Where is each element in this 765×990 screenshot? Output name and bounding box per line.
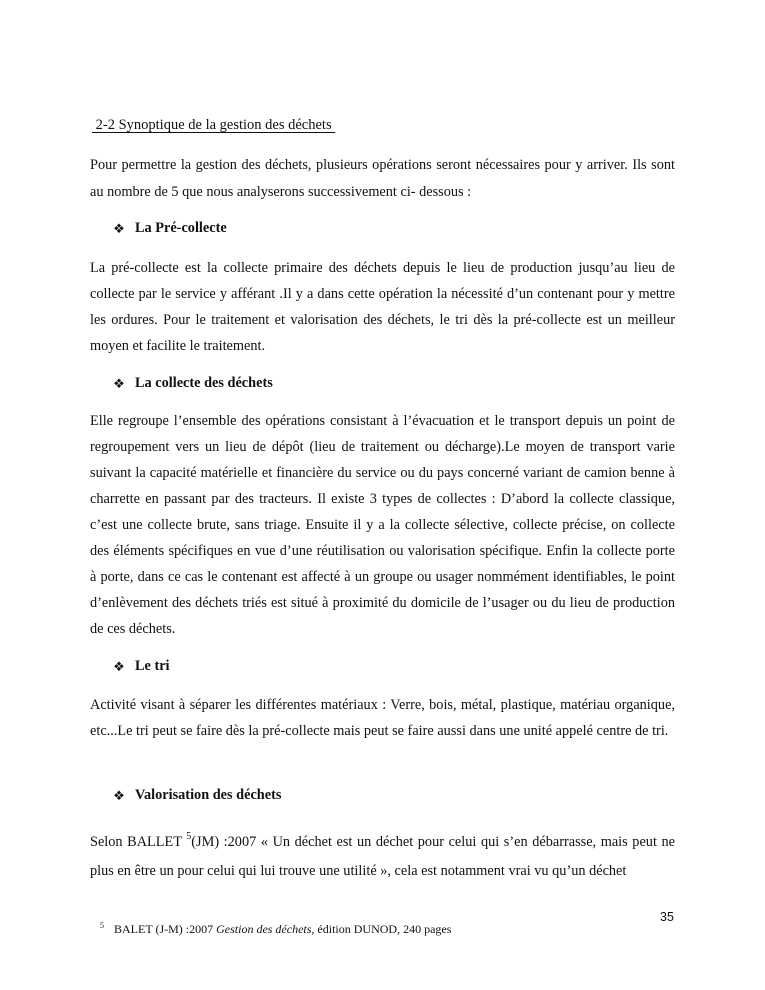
heading-tri-label: Le tri	[135, 658, 170, 674]
page-number: 35	[660, 910, 674, 924]
intro-line-1: Pour permettre la gestion des déchets, plusieurs opérations seront nécessaires pour y arriver. Ils	[90, 157, 647, 173]
four-diamond-icon: ❖	[113, 375, 125, 391]
footnote-text-start: BALET (J-M) :2007	[114, 922, 217, 936]
paragraph-collecte: Elle regroupe l’ensemble des opérations consistant à l’évacuation et le transport depuis un point de regroupement vers un lieu de dépôt (lieu de traitement ou décharge).Le moyen de transport varie suivant la capacité matérielle et financière du service ou du pays concerné variant de camion benne à charrette en passant par des tracteurs. Il existe 3 types de collectes : D’abord la collecte classique, c’est une collecte brute, sans triage. Ensuite il y a la collecte sélective, collecte précise, on collecte des éléments spécifiques en vue d’une réutilisation ou valorisation spécifique. Enfin la collecte porte à porte, dans ce cas le contenant est affecté à un groupe ou usager nommément identifiables, le point d’enlèvement des déchets triés est situé à proximité du domicile de l’usager ou du lieu de production de ces déchets.	[90, 413, 675, 637]
valorisation-text-start: Selon BALLET	[90, 834, 187, 850]
intro-line-2: sont au nombre de 5 que nous analyserons successivement ci- dessous :	[90, 157, 675, 200]
heading-collecte	[112, 375, 273, 392]
heading-tri	[112, 658, 170, 675]
footnote-reference[interactable]: 5	[186, 831, 192, 842]
footnote	[100, 921, 451, 937]
footnote-book-title: Gestion des déchets	[216, 922, 312, 936]
intro-paragraph	[90, 152, 675, 206]
heading-valorisation	[112, 787, 281, 804]
heading-collecte-label: La collecte des déchets	[135, 375, 273, 391]
heading-valorisation-label: Valorisation des déchets	[135, 787, 282, 803]
footnote-mark: 5	[100, 921, 104, 930]
paragraph-tri: Activité visant à séparer les différentes matériaux : Verre, bois, métal, plastique, matériau organique, etc...Le tri peut se faire dès la pré-collecte mais peut se faire aussi dans une unité appelé centre de tri.	[90, 697, 675, 739]
heading-pre-collecte	[112, 220, 227, 237]
valorisation-text-rest: (JM) :2007 « Un déchet est un déchet pour celui qui s’en débarrasse, mais peut ne plus en être un pour celui qui lui trouve une utilité », cela est notamment vrai vu qu’un déchet	[90, 834, 675, 879]
four-diamond-icon: ❖	[113, 787, 125, 803]
section-title: 2-2 Synoptique de la gestion des déchets	[92, 117, 336, 133]
footnote-text-end: , édition DUNOD, 240 pages	[311, 922, 452, 936]
four-diamond-icon: ❖	[113, 220, 125, 236]
heading-pre-collecte-label: La Pré-collecte	[135, 220, 227, 236]
paragraph-pre-collecte: La pré-collecte est la collecte primaire des déchets depuis le lieu de production jusqu’au lieu de collecte par le service y afférant .Il y a dans cette opération la nécessité d’un contenant pour y mettre les ordures. Pour le traitement et valorisation des déchets, le tri dès la pré-collecte est un meilleur moyen et facilite le traitement.	[90, 260, 675, 354]
four-diamond-icon: ❖	[113, 658, 125, 674]
paragraph-valorisation	[90, 822, 675, 886]
